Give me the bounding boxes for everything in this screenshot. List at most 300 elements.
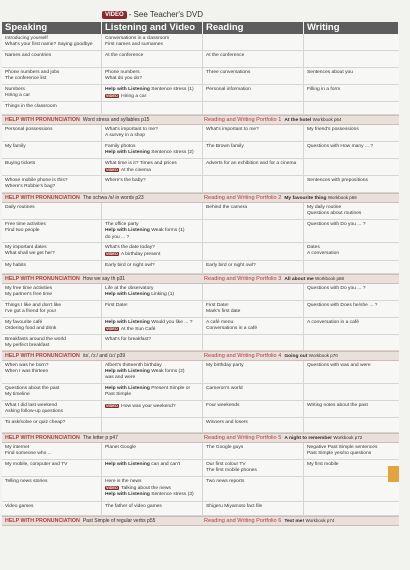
cell-line: What's important to me? [105, 127, 158, 133]
cell-c4 [304, 361, 399, 383]
cell-c3 [203, 34, 304, 50]
cell-line: Cameron's world [206, 385, 243, 391]
help-with-listening-label: Help with Listening [105, 461, 150, 467]
video-badge-small: VIDEO [106, 486, 118, 491]
cell-c2 [102, 34, 203, 50]
pronunciation-title: HELP WITH PRONUNCIATION [5, 517, 80, 524]
cell-c4 [304, 176, 399, 192]
cell-line: Conversations in a classroom [105, 36, 170, 41]
cell-line: VIDEO At the cinema [106, 168, 151, 174]
cell-c2 [102, 68, 203, 84]
pronunciation-title: HELP WITH PRONUNCIATION [5, 195, 80, 202]
cell-c1 [2, 176, 102, 192]
cell-c3 [203, 361, 304, 383]
cell-c3 [203, 418, 304, 432]
cell-line: When was he born? [5, 362, 49, 368]
cell-line: Two news reports [206, 478, 245, 484]
cell-line: My favourite café [5, 319, 43, 325]
cell-line: VIDEO How was your weekend? [106, 403, 176, 409]
syllabus-row [2, 477, 399, 502]
pronunciation-topic: /ɒ/, /ɔ:/ and /ɜ:/ p39 [82, 352, 126, 359]
help-with-listening-label: Help with Listening [105, 87, 150, 92]
pronunciation-note [2, 518, 203, 524]
cell-line: Shigeru Miyamoto fact file [206, 503, 263, 509]
cell-c1 [2, 361, 102, 383]
cell-c4 [304, 85, 399, 101]
cell-c4 [304, 220, 399, 242]
cell-line: Help with Listening Sentence stress (1) [105, 87, 194, 92]
syllabus-row [2, 203, 399, 220]
video-badge-small: VIDEO [106, 326, 118, 331]
cell-line: Sentences about you [307, 70, 353, 75]
pronunciation-title: HELP WITH PRONUNCIATION [5, 275, 80, 282]
cell-c2 [102, 477, 203, 501]
cell-line: Questions with Do you ... ? [307, 285, 366, 291]
column-header-listening: Listening and Video [102, 22, 203, 34]
portfolio-title: Reading and Writing Portfolio 5 [204, 434, 282, 441]
cell-c4 [304, 284, 399, 300]
cell-c4 [304, 443, 399, 459]
workbook-ref: Workbook p64 [312, 117, 342, 123]
cell-c1 [2, 125, 102, 141]
cell-line: Questions about the past [5, 385, 60, 391]
portfolio-topic: Going out [284, 353, 309, 359]
cell-c4 [304, 243, 399, 259]
cell-c3 [203, 51, 304, 67]
cell-line: Early bird or night owl? [206, 262, 256, 268]
cell-c3 [203, 460, 304, 476]
cell-line: Past Simple [105, 392, 132, 398]
cell-c3 [203, 125, 304, 141]
cell-line: Personal information [206, 87, 251, 92]
cell-c3 [203, 203, 304, 219]
cell-line: A café menu [206, 319, 234, 325]
cell-line: Daily routines [5, 205, 35, 211]
cell-line: Help with Listening Sentence stress (2) [105, 150, 194, 156]
pronunciation-topic: Word stress and syllables p15 [82, 117, 150, 124]
cell-c2 [102, 51, 203, 67]
pronunciation-title: HELP WITH PRONUNCIATION [5, 117, 80, 124]
cell-c4 [304, 502, 399, 515]
cell-line: Help with Listening Sentence stress (3) [105, 492, 194, 498]
cell-line: First Date! [105, 302, 128, 308]
cell-line: To ask/solve or quiz cheap? [5, 419, 66, 425]
syllabus-row [2, 361, 399, 384]
cell-c1 [2, 34, 102, 50]
cell-line: Help with Listening Linking (1) [105, 291, 175, 297]
cell-line: Phone numbers [105, 70, 140, 75]
cell-line: Telling news stories [5, 478, 48, 484]
cell-line: What time is it? Times and prices [105, 161, 177, 167]
cell-c2 [102, 301, 203, 317]
cell-c3 [203, 401, 304, 417]
portfolio-title: Reading and Writing Portfolio 4 [204, 352, 282, 359]
pronunciation-topic: The letter p p47 [82, 434, 118, 441]
syllabus-row [2, 261, 399, 274]
video-badge: VIDEO [102, 11, 127, 19]
cell-c2 [102, 502, 203, 515]
cell-line: My timeline [5, 392, 30, 398]
pronunciation-topic: Past Simple of regular verbs p55 [82, 517, 156, 524]
help-with-listening-label: Help with Listening [105, 385, 150, 391]
workbook-ref: Workbook p74 [305, 517, 335, 523]
column-header-speaking: Speaking [2, 22, 102, 34]
cell-c4 [304, 460, 399, 476]
cell-line: A conversation [307, 251, 340, 257]
cell-c3 [203, 284, 304, 300]
cell-line: Help with Listening Weak forms (2) [105, 369, 185, 375]
workbook-ref: Workbook p70 [308, 352, 338, 358]
cell-line: Conversations in a café [206, 325, 258, 331]
cell-line: Questions with Do you ... ? [307, 222, 366, 228]
cell-c2 [102, 318, 203, 334]
cell-line: Numbers [5, 87, 25, 92]
portfolio-note [203, 518, 399, 524]
syllabus-row [2, 418, 399, 433]
portfolio-topic: At the hotel [284, 118, 313, 124]
cell-line: Past Simple yes/no questions [307, 451, 372, 457]
help-with-pronunciation-bar [2, 351, 399, 361]
cell-c1 [2, 203, 102, 219]
cell-c4 [304, 261, 399, 273]
cell-line: Adverts for an exhibition and for a cinema [206, 161, 297, 167]
portfolio-title: Reading and Writing Portfolio 3 [204, 275, 282, 282]
cell-line: First names and surnames [105, 42, 163, 48]
cell-line: VIDEO Talking about the news [106, 486, 171, 492]
cell-line: My first mobile [307, 461, 339, 467]
cell-c2 [102, 261, 203, 273]
help-with-listening-label: Help with Listening [105, 291, 150, 297]
cell-line: A survey in a shop [105, 133, 145, 139]
cell-c2 [102, 401, 203, 417]
cell-c3 [203, 220, 304, 242]
cell-c1 [2, 51, 102, 67]
pronunciation-note [2, 117, 203, 123]
column-headers [2, 22, 399, 34]
pronunciation-title: HELP WITH PRONUNCIATION [5, 352, 80, 359]
help-with-listening-label: Help with Listening [105, 150, 150, 156]
cell-c2 [102, 125, 203, 141]
cell-c1 [2, 102, 102, 114]
cell-c2 [102, 460, 203, 476]
cell-c4 [304, 401, 399, 417]
cell-c2 [102, 176, 203, 192]
cell-line: was and were [105, 375, 136, 381]
cell-c3 [203, 142, 304, 158]
cell-c2 [102, 85, 203, 101]
cell-line: My friend's possessions [307, 127, 359, 133]
cell-line: When I was thirteen [5, 369, 49, 375]
cell-line: Behind the camera [206, 205, 248, 211]
cell-c4 [304, 418, 399, 432]
cell-line: My habits [5, 262, 26, 268]
cell-c1 [2, 418, 102, 432]
cell-line: My important dates [5, 245, 47, 251]
help-with-listening-label: Help with Listening [105, 228, 150, 234]
cell-c3 [203, 477, 304, 501]
cell-c1 [2, 318, 102, 334]
syllabus-row [2, 125, 399, 142]
cell-line: My perfect breakfast [5, 342, 50, 348]
syllabus-row [2, 142, 399, 159]
cell-c1 [2, 502, 102, 515]
topbar [2, 0, 399, 22]
cell-c2 [102, 142, 203, 158]
help-with-pronunciation-bar [2, 433, 399, 443]
cell-c2 [102, 243, 203, 259]
cell-line: Questions with How many ... ? [307, 144, 374, 150]
cell-line: Here is the news [105, 478, 142, 484]
cell-c2 [102, 220, 203, 242]
video-badge-small: VIDEO [106, 168, 118, 173]
cell-c1 [2, 85, 102, 101]
cell-c4 [304, 301, 399, 317]
syllabus-row [2, 176, 399, 193]
cell-line: What do you do? [105, 76, 142, 82]
cell-c1 [2, 220, 102, 242]
cell-line: What shall we get her? [5, 251, 55, 257]
cell-line: Where's the baby? [105, 178, 146, 184]
pronunciation-note [2, 353, 203, 359]
cell-line: The conference list [5, 76, 47, 82]
cell-c1 [2, 243, 102, 259]
cell-line: What's important to me? [206, 127, 259, 133]
portfolio-title: Reading and Writing Portfolio 6 [204, 517, 282, 524]
cell-c1 [2, 284, 102, 300]
cell-line: Find someone who ... [5, 451, 52, 457]
syllabus-row [2, 384, 399, 401]
cell-c2 [102, 102, 203, 114]
cell-line: What's for breakfast? [105, 336, 152, 342]
cell-line: The Google guys [206, 444, 244, 450]
cell-line: What I did last weekend [5, 402, 57, 408]
cell-c1 [2, 335, 102, 350]
cell-line: Ordering food and drink [5, 325, 57, 331]
cell-c1 [2, 384, 102, 400]
column-header-writing: Writing [304, 22, 399, 34]
cell-c1 [2, 301, 102, 317]
video-badge-small: VIDEO [106, 403, 118, 408]
cell-line: Video games [5, 503, 34, 509]
cell-c3 [203, 443, 304, 459]
workbook-ref: Workbook p72 [333, 434, 363, 440]
cell-line: At the conference [105, 53, 144, 58]
cell-c4 [304, 159, 399, 175]
cell-c1 [2, 261, 102, 273]
cell-c3 [203, 318, 304, 334]
cell-line: Dates [307, 245, 320, 251]
cell-line: Life at the observatory [105, 285, 154, 291]
cell-line: My partner's free time [5, 291, 53, 297]
cell-c1 [2, 159, 102, 175]
cell-line: Questions with Does he/she ... ? [307, 302, 378, 308]
teacher-dvd-note: - See Teacher's DVD [128, 10, 203, 19]
syllabus-row [2, 243, 399, 260]
syllabus-row [2, 102, 399, 115]
portfolio-note [203, 117, 399, 123]
cell-c1 [2, 68, 102, 84]
pronunciation-topic: The schwa /ə/ in words p23 [82, 195, 144, 202]
cell-c3 [203, 384, 304, 400]
portfolio-note [203, 195, 399, 201]
cell-c2 [102, 443, 203, 459]
cell-line: Our first colour TV [206, 461, 246, 467]
portfolio-note [203, 276, 399, 282]
pronunciation-topic: How we say th p31 [82, 275, 126, 282]
cell-line: Help with Listening can and can't [105, 461, 181, 467]
cell-c4 [304, 51, 399, 67]
cell-line: VIDEO At the Sun Café [106, 326, 156, 332]
column-header-reading: Reading [203, 22, 304, 34]
cell-c4 [304, 34, 399, 50]
cell-line: I've got a friend for you! [5, 308, 56, 314]
cell-line: Filling in a form [307, 87, 341, 92]
cell-line: Three conversations [206, 70, 251, 75]
help-with-pronunciation-bar [2, 193, 399, 203]
cell-line: Buying tickets [5, 161, 36, 167]
cell-line: Help with Listening Present Simple or [105, 385, 191, 391]
cell-c2 [102, 384, 203, 400]
syllabus-row [2, 220, 399, 243]
cell-line: Questions with was and were [307, 362, 371, 368]
workbook-ref: Workbook p68 [315, 275, 344, 281]
portfolio-topic: Text me! [284, 518, 306, 524]
syllabus-row [2, 443, 399, 460]
cell-c2 [102, 418, 203, 432]
cell-line: Help with Listening Weak forms (1) [105, 228, 185, 234]
cell-c3 [203, 301, 304, 317]
cell-line: My free time activities [5, 285, 53, 291]
cell-line: Names and countries [5, 53, 52, 58]
cell-c1 [2, 443, 102, 459]
cell-c3 [203, 68, 304, 84]
cell-line: do you ... ? [105, 234, 130, 240]
pronunciation-title: HELP WITH PRONUNCIATION [5, 434, 80, 441]
cell-c3 [203, 335, 304, 350]
portfolio-title: Reading and Writing Portfolio 2 [204, 195, 282, 202]
cell-line: Free time activities [5, 222, 46, 228]
cell-c3 [203, 261, 304, 273]
syllabus-row [2, 68, 399, 85]
portfolio-title: Reading and Writing Portfolio 1 [204, 117, 282, 124]
cell-line: Hiring a car [5, 93, 31, 99]
syllabus-row [2, 460, 399, 477]
cell-c2 [102, 159, 203, 175]
pronunciation-note [2, 276, 203, 282]
cell-line: The first mobile phones [206, 468, 257, 474]
help-with-pronunciation-bar [2, 274, 399, 284]
cell-c3 [203, 159, 304, 175]
help-with-pronunciation-bar [2, 516, 399, 526]
syllabus-row [2, 51, 399, 68]
cell-line: Albert's thirteenth birthday [105, 362, 162, 368]
cell-line: Planet Google [105, 444, 136, 450]
syllabus-row [2, 34, 399, 51]
cell-c2 [102, 284, 203, 300]
page-edge-tab [388, 466, 399, 482]
syllabus-row [2, 284, 399, 301]
portfolio-topic: All about me [284, 276, 316, 282]
cell-line: At the conference [206, 53, 245, 58]
cell-line: Winners and losers [206, 419, 248, 425]
cell-c3 [203, 102, 304, 114]
cell-line: Negative Past Simple sentences [307, 444, 378, 450]
cell-c4 [304, 318, 399, 334]
cell-c4 [304, 384, 399, 400]
syllabus-row [2, 301, 399, 318]
help-with-listening-label: Help with Listening [105, 492, 150, 498]
cell-line: Phone numbers and jobs [5, 70, 60, 75]
cell-line: The father of video games [105, 503, 162, 509]
cell-c3 [203, 85, 304, 101]
help-with-listening-label: Help with Listening [105, 369, 150, 375]
cell-line: Help with Listening Would you like ... ? [105, 319, 193, 325]
cell-line: Things I like and don't like [5, 302, 62, 308]
cell-c3 [203, 176, 304, 192]
cell-line: Mark's first date [206, 308, 241, 314]
cell-c4 [304, 142, 399, 158]
syllabus-row [2, 318, 399, 335]
video-badge-small: VIDEO [106, 252, 118, 257]
cell-line: What's your first name? Saying goodbye [5, 42, 93, 48]
pronunciation-note [2, 435, 203, 441]
cell-c4 [304, 477, 399, 501]
cell-c4 [304, 125, 399, 141]
syllabus-row [2, 159, 399, 176]
cell-line: What's the date today? [105, 245, 155, 251]
cell-c4 [304, 68, 399, 84]
cell-line: My family [5, 144, 26, 150]
cell-line: Where's Robbie's bag? [5, 184, 56, 190]
cell-line: Personal possessions [5, 127, 53, 133]
portfolio-note [203, 435, 399, 441]
cell-line: Sentences with prepositions [307, 178, 368, 184]
syllabus-page [2, 0, 399, 570]
cell-c4 [304, 203, 399, 219]
cell-line: VIDEO Hiring a car [106, 94, 147, 100]
help-with-pronunciation-bar [2, 115, 399, 125]
portfolio-topic: A night to remember [284, 435, 334, 441]
cell-line: My mobile, computer and TV [5, 461, 68, 467]
cell-line: Asking follow-up questions [5, 409, 63, 415]
syllabus-row [2, 85, 399, 102]
portfolio-topic: My favourite thing [284, 196, 328, 202]
cell-line: Questions about routines [307, 211, 362, 217]
cell-line: Introducing yourself [5, 36, 48, 41]
cell-line: Four weekends [206, 402, 240, 408]
cell-c4 [304, 102, 399, 114]
cell-c2 [102, 203, 203, 219]
cell-line: Whose mobile phone is this? [5, 178, 68, 184]
cell-line: VIDEO A birthday present [106, 252, 161, 258]
cell-line: First Date! [206, 302, 229, 308]
cell-c4 [304, 335, 399, 350]
cell-line: My birthday party [206, 362, 244, 368]
syllabus-row [2, 502, 399, 516]
video-badge-small: VIDEO [106, 94, 118, 99]
cell-c3 [203, 243, 304, 259]
cell-line: Breakfasts around the world [5, 336, 66, 342]
cell-line: Writing notes about the past [307, 402, 368, 408]
pronunciation-note [2, 195, 203, 201]
cell-line: The Brown family [206, 144, 244, 150]
cell-line: Family photos [105, 144, 136, 150]
workbook-ref: Workbook p66 [327, 195, 357, 201]
cell-line: Things in the classroom [5, 104, 57, 110]
cell-c1 [2, 477, 102, 501]
cell-line: Early bird or night owl? [105, 262, 155, 268]
cell-line: My daily routine [307, 205, 342, 211]
